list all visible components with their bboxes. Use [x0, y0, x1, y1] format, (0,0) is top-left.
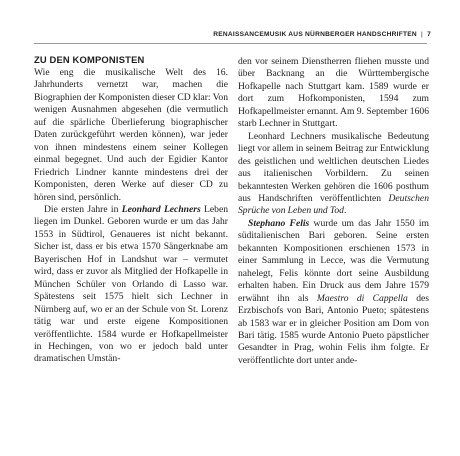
running-header: [213, 30, 431, 40]
intro-paragraph: Wie eng die musikalische Welt des 16. Jahrhunderts vernetzt war, machen die Biographien der Komponisten dieser CD klar: Von wenigen Ausnahmen abgesehen (die vermutlich auf die spärliche Überlieferung biographischer Daten zurückgeführt werden können), war jeder von ihnen mindestens einem seiner Kollegen einmal begegnet. Und auch der Egidier Kantor Friedrich Lindner kannte mindestens drei der Komponisten, deren Werke auf dieser CD zu hören sind, persönlich.: [34, 67, 228, 203]
section-title: ZU DEN KOMPONISTEN: [34, 54, 145, 65]
left-column: [34, 54, 228, 366]
lechner-significance-paragraph: Leonhard Lechners musikalische Bedeutung liegt vor allem in seinem Beitrag zur Entwicklung des geistlichen und weltlichen deutschen Liedes aus italienischen Vorbildern. Zu seinen bekanntesten Werken gehören die 1606 posthum aus Handschriften veröffentlichten Deutschen Sprüche von Leben und Tod.: [238, 130, 429, 217]
composer-name-lechner: Leonhard Lechners: [121, 203, 201, 215]
lechner-continued-paragraph: den vor seinem Dienstherren fliehen musste und über Backnang an die Württembergische Hofkapelle nach Stuttgart kam. 1589 wurde er dort zum Hofkomponisten, 1594 zum Hofkapellmeister ernannt. Am 9. September 1606 starb Lechner in Stuttgart.: [238, 56, 429, 130]
title-maestro-di-cappella: Maestro di Cappella: [316, 292, 408, 304]
running-title: RENAISSANCEMUSIK AUS NÜRNBERGER HANDSCHRIFTEN: [213, 31, 417, 38]
work-title-sprueche: Deutschen Sprüche von Leben und Tod: [238, 192, 429, 217]
felis-paragraph: Stephano Felis wurde um das Jahr 1550 im süditalienischen Bari geboren. Seine ersten bekannten Kompositionen erschienen 1573 in einer Sammlung in Lecce, was die Vermutung nahelegt, Felis könnte dort seine Ausbildung erhalten haben. Ein Druck aus dem Jahre 1579 erwähnt ihn als Maestro di Cappella des Erzbischofs von Bari, Antonio Pueto; spätestens ab 1583 war er in gleicher Position am Dom von Bari tätig. 1585 wurde Antonio Pueto päpstlicher Gesandter in Prag, wohin Felis ihm folgte. Er veröffentlichte dort unter ande-: [238, 217, 429, 366]
lechner-paragraph: Die ersten Jahre in Leonhard Lechners Leben liegen im Dunkel. Geboren wurde er um das Jahr 1553 in Südtirol, Genaueres ist nicht bekannt. Sicher ist, dass er bis etwa 1570 Sängerknabe am Bayerischen Hof in Landshut war – vermutet wird, dass er zuvor als Mitglied der Hofkapelle in München Schüler von Orlando di Lasso war. Spätestens seit 1575 hielt sich Lechner in Nürnberg auf, wo er an der Schule von St. Lorenz tätig war und erste eigene Kompositionen veröffentlichte. 1584 wurde er Hofkapellmeister in Hechingen, von wo er jedoch bald unter dramatischen Umstän-: [34, 203, 228, 365]
header-separator: |: [421, 31, 423, 38]
composer-name-felis: Stephano Felis: [248, 217, 310, 229]
right-column: [238, 56, 429, 367]
header-rule: [34, 43, 427, 44]
page-number: 7: [427, 31, 431, 38]
